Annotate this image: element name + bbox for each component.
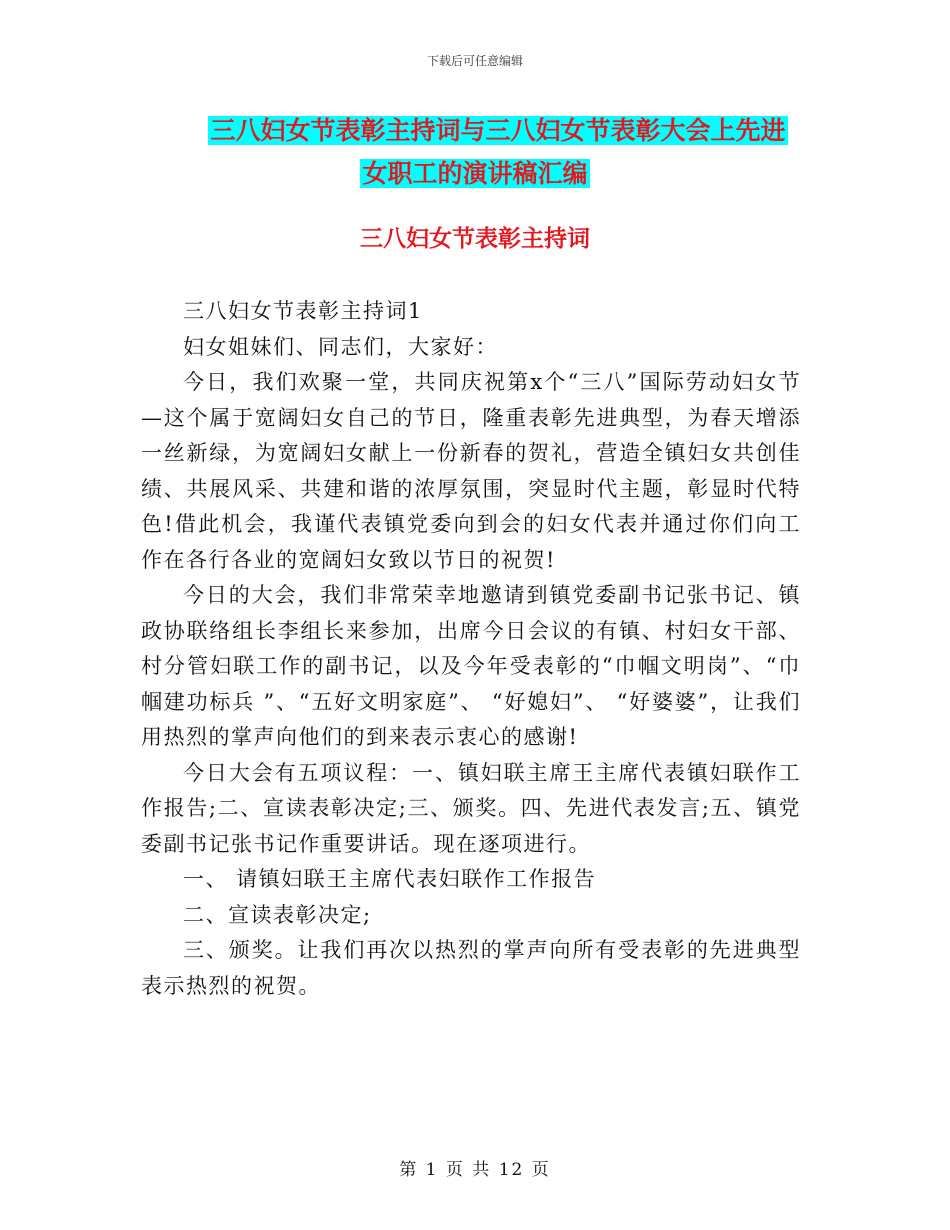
section-title: 三八妇女节表彰主持词: [360, 226, 590, 252]
document-body: [141, 294, 801, 1004]
paragraph-item-3: 三、颁奖。让我们再次以热烈的掌声向所有受表彰的先进典型表示热烈的祝贺。: [141, 938, 801, 998]
paragraph-agenda: 今日大会有五项议程：一、镇妇联主席王主席代表镇妇联作工作报告;二、宣读表彰决定;三、颁奖。四、先进代表发言;五、镇党委副书记张书记作重要讲话。现在逐项进行。: [141, 760, 801, 856]
paragraph-heading: 三八妇女节表彰主持词1: [183, 299, 423, 323]
paragraph-attendees: 今日的大会，我们非常荣幸地邀请到镇党委副书记张书记、镇政协联络组长李组长来参加，出席今日会议的有镇、村妇女干部、村分管妇联工作的副书记，以及今年受表彰的“巾帼文明岗”、“巾帼建功标兵 ”、“五好文明家庭”、 “好媳妇”、 “好婆婆”，让我们用热烈的掌声向他们的到来表示衷心的感谢!: [141, 583, 801, 749]
title-highlight-2: 女职工的演讲稿汇编: [362, 159, 588, 188]
header-note: 下载后可任意编辑: [426, 54, 523, 68]
page-footer: 第 1 页 共 12 页: [399, 1160, 551, 1180]
document-title-line-2: [0, 154, 950, 194]
paragraph-opening: 今日，我们欢聚一堂，共同庆祝第x个“三八”国际劳动妇女节—这个属于宽阔妇女自己的节日，隆重表彰先进典型，为春天增添一丝新绿，为宽阔妇女献上一份新春的贺礼，营造全镇妇女共创佳绩、共展风采、共建和谐的浓厚氛围，突显时代主题，彰显时代特色!借此机会，我谨代表镇党委向到会的妇女代表并通过你们向工作在各行各业的宽阔妇女致以节日的祝贺!: [141, 370, 801, 572]
paragraph-greeting: 妇女姐妹们、同志们，大家好：: [183, 334, 498, 359]
title-highlight-1: 三八妇女节表彰主持词与三八妇女节表彰大会上先进: [210, 116, 786, 145]
paragraph-item-2: 二、宣读表彰决定;: [183, 902, 372, 927]
document-title-line-1: [23, 111, 950, 151]
paragraph-item-1: 一、 请镇妇联王主席代表妇联作工作报告: [183, 867, 597, 891]
